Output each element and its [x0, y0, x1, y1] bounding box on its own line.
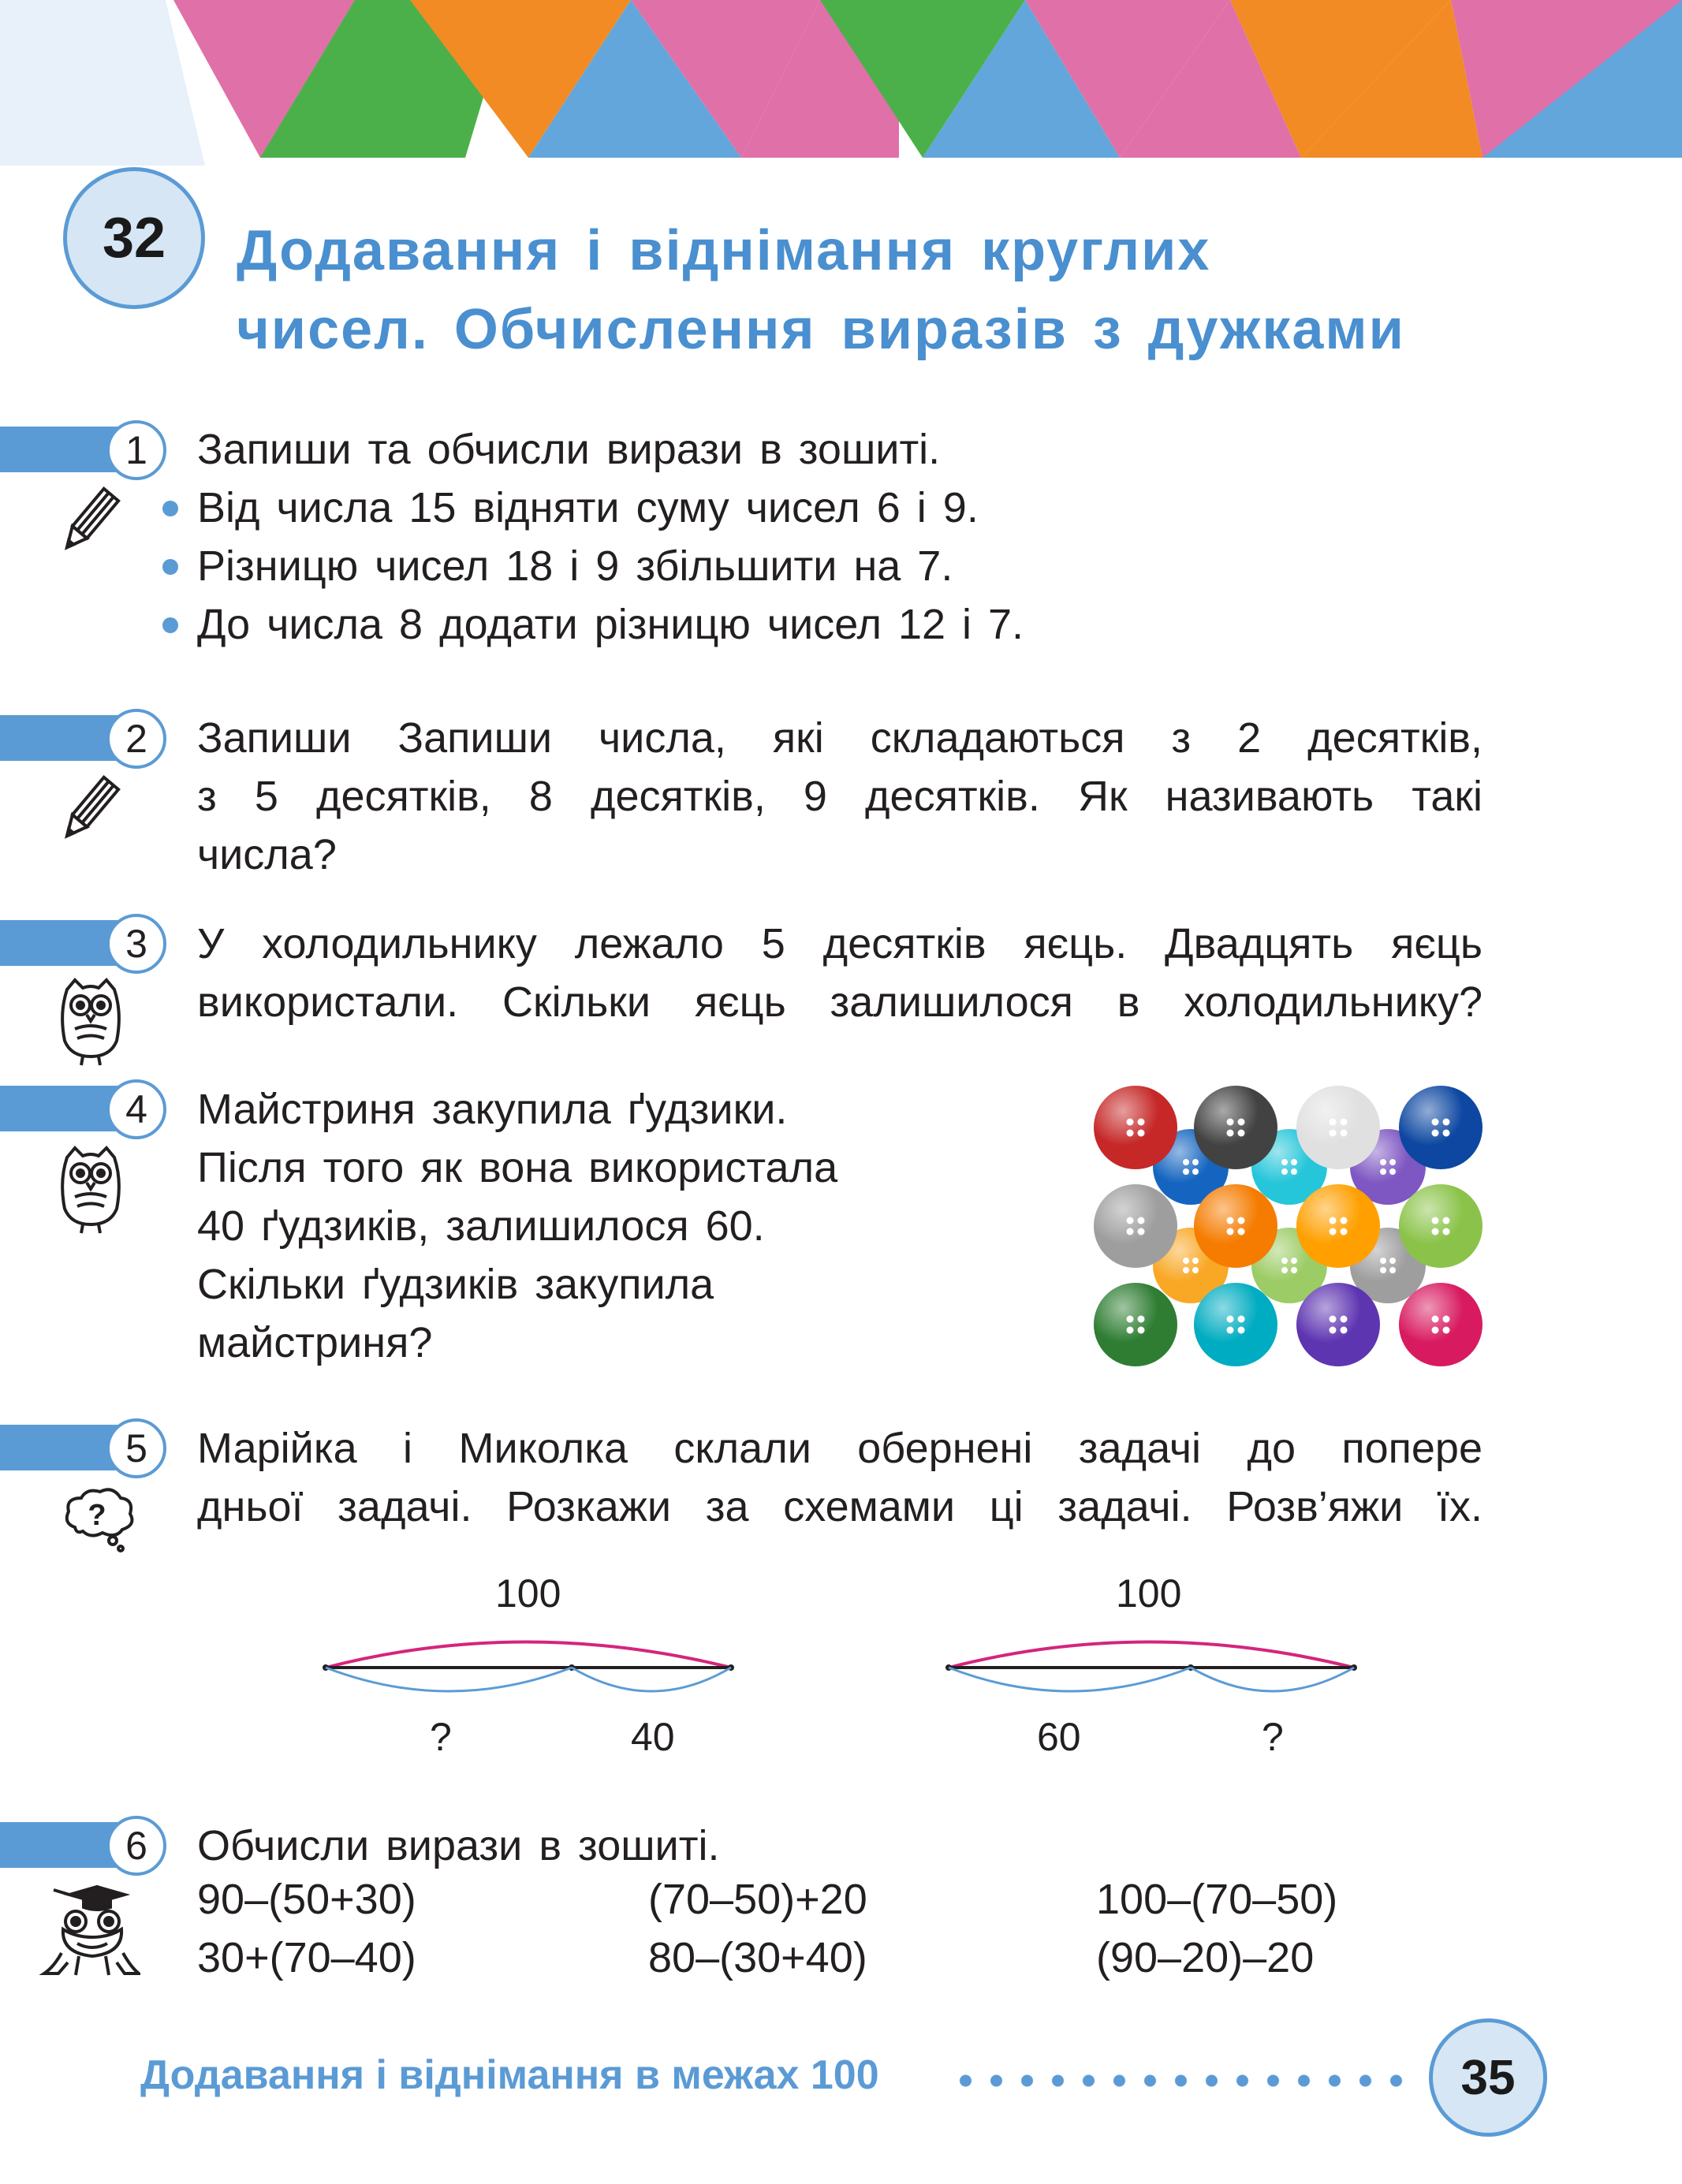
task-6-number: 6 [106, 1816, 166, 1876]
expression-1-2: (70–50)+20 [648, 1876, 867, 1923]
lesson-title [237, 211, 1514, 369]
task-1-bullet-1: Від числа 15 відняти суму чисел 6 і 9. [197, 479, 979, 537]
task-3-line-2: використали. Скільки яєць залишилося в холодильнику? [197, 978, 1482, 1026]
task-4-number: 4 [106, 1079, 166, 1139]
diagram-1-total: 100 [495, 1571, 561, 1616]
task-3-line-1: У холодильнику лежало 5 десятків яєць. Двадцять яєць [197, 920, 1482, 967]
lesson-number: 32 [102, 207, 166, 270]
bullet [162, 501, 178, 516]
total-arc [326, 1642, 731, 1668]
total-arc [949, 1642, 1354, 1668]
left-part-arc [949, 1668, 1191, 1691]
left-part-arc [326, 1668, 572, 1691]
bullet [162, 617, 178, 633]
svg-text:?: ? [88, 1499, 106, 1532]
diagram-1-right-part: 40 [631, 1715, 675, 1759]
task-4-line-3: 40 ґудзиків, залишилося 60. [197, 1202, 765, 1250]
task-2-line-3: числа? [197, 831, 337, 878]
bullet [162, 559, 178, 575]
task-5-line-2: дньої задачі. Розкажи за схемами ці задачі. Розв’яжи їх. [197, 1483, 1482, 1530]
task-4-line-5: майстриня? [197, 1319, 433, 1366]
expression-2-1: 30+(70–40) [197, 1934, 416, 1981]
question-cloud-icon [59, 1484, 138, 1555]
task-1-line-1: Запиши та обчисли вирази в зошиті. [197, 426, 941, 473]
footer-section-title: Додавання і віднімання в межах 100 [140, 2052, 879, 2098]
diagram-2-total: 100 [1116, 1571, 1182, 1616]
buttons-illustration [1092, 1084, 1486, 1376]
expression-1-3: 100–(70–50) [1096, 1876, 1338, 1923]
scheme-diagram-2 [942, 1640, 1368, 1750]
owl-icon [55, 974, 126, 1068]
lesson-number-badge [63, 167, 205, 309]
expression-2-2: 80–(30+40) [648, 1934, 867, 1981]
expression-1-1: 90–(50+30) [197, 1876, 416, 1923]
footer-dot-leader [950, 2073, 1415, 2089]
task-1-bullet-3: До числа 8 додати різницю чисел 12 і 7. [197, 595, 1024, 654]
page-corner-fold [0, 0, 205, 166]
decorative-banner [0, 0, 1682, 158]
right-part-arc [1191, 1668, 1354, 1691]
page-number-badge [1429, 2018, 1547, 2137]
frog-graduate-icon [38, 1880, 140, 1983]
diagram-2-right-part: ? [1262, 1715, 1284, 1759]
task-2-line-2: з 5 десятків, 8 десятків, 9 десятків. Як називають такі [197, 773, 1482, 820]
lesson-title-line-2: чисел. Обчислення виразів з дужками [237, 298, 1405, 361]
diagram-2-left-part: 60 [1037, 1715, 1081, 1759]
page-number: 35 [1460, 2050, 1516, 2105]
task-3-number: 3 [106, 914, 166, 974]
task-5-number: 5 [106, 1418, 166, 1478]
lesson-title-line-1: Додавання і віднімання круглих [237, 219, 1211, 282]
task-4-line-4: Скільки ґудзиків закупила [197, 1261, 714, 1308]
task-6-line-1: Обчисли вирази в зошиті. [197, 1822, 720, 1869]
expression-2-3: (90–20)–20 [1096, 1934, 1315, 1981]
task-2-number: 2 [106, 709, 166, 769]
task-1-number: 1 [106, 420, 166, 480]
pencil-icon [49, 483, 128, 561]
scheme-diagram-1 [319, 1640, 745, 1750]
task-4-line-1: Майстриня закупила ґудзики. [197, 1086, 788, 1133]
task-4-line-2: Після того як вона використала [197, 1144, 838, 1191]
right-part-arc [572, 1668, 731, 1691]
owl-icon [55, 1142, 126, 1236]
diagram-1-left-part: ? [430, 1715, 452, 1759]
pencil-icon [49, 771, 128, 850]
task-1-bullet-2: Різницю чисел 18 і 9 збільшити на 7. [197, 537, 953, 595]
task-2-line-1: Запиши Запиши числа, які складаються з 2 десятків, [197, 714, 1482, 762]
task-5-line-1: Марійка і Миколка склали обернені задачі до попере [197, 1425, 1482, 1472]
